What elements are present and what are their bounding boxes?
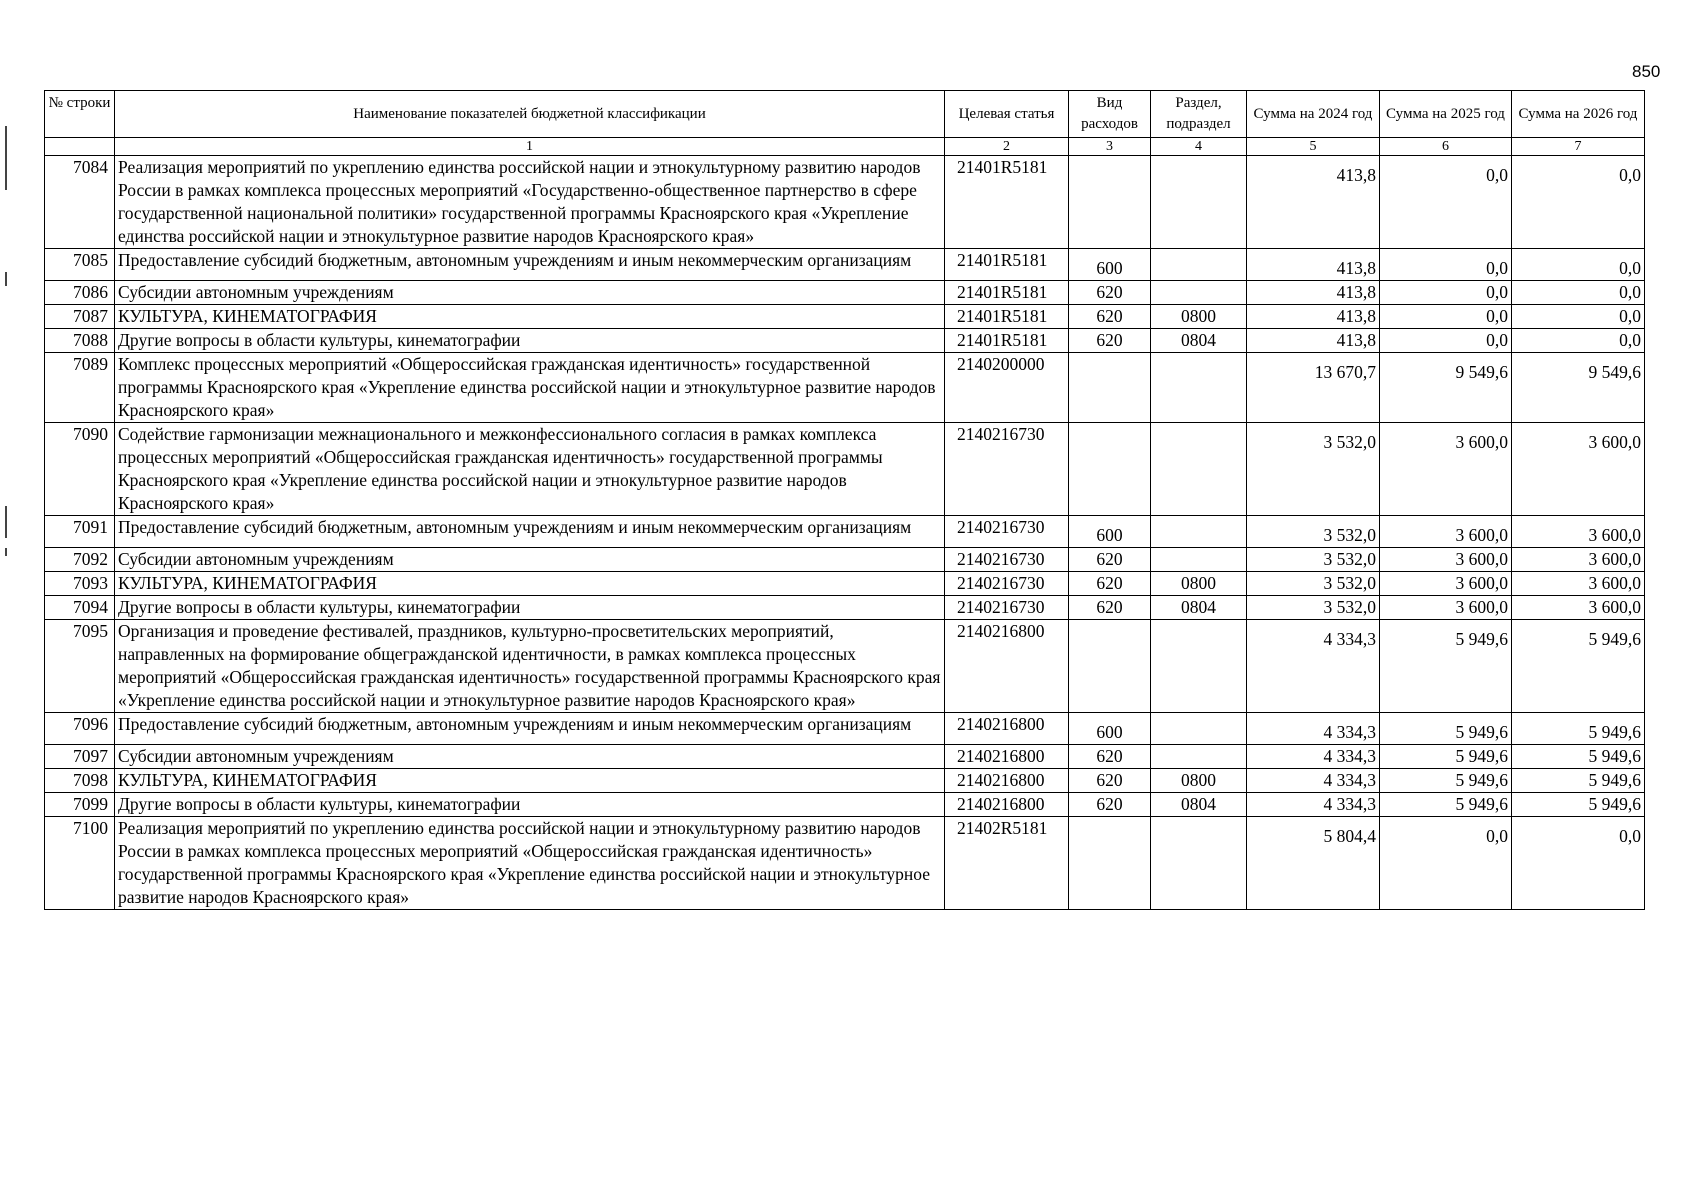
row-article: 21402R5181	[945, 817, 1069, 910]
header-sum-2026: Сумма на 2026 год	[1512, 91, 1645, 138]
row-article: 2140216800	[945, 769, 1069, 793]
table-row	[45, 769, 1645, 793]
row-sum-2024: 13 670,7	[1247, 353, 1380, 423]
row-sum-2024: 3 532,0	[1247, 572, 1380, 596]
row-article: 2140216730	[945, 423, 1069, 516]
row-type: 620	[1069, 572, 1151, 596]
row-section: 0804	[1151, 329, 1247, 353]
scan-mark-left-4	[5, 548, 7, 556]
row-article: 2140200000	[945, 353, 1069, 423]
scan-mark-left-3	[5, 506, 7, 538]
row-article: 21401R5181	[945, 281, 1069, 305]
row-sum-2025: 3 600,0	[1380, 596, 1512, 620]
row-section	[1151, 249, 1247, 281]
row-section: 0800	[1151, 769, 1247, 793]
table-row	[45, 745, 1645, 769]
row-article: 2140216800	[945, 713, 1069, 745]
row-sum-2026: 9 549,6	[1512, 353, 1645, 423]
row-number: 7098	[45, 769, 115, 793]
column-number: 1	[115, 138, 945, 156]
row-article: 21401R5181	[945, 249, 1069, 281]
row-sum-2025: 5 949,6	[1380, 745, 1512, 769]
row-sum-2025: 0,0	[1380, 156, 1512, 249]
row-sum-2026: 0,0	[1512, 305, 1645, 329]
row-sum-2024: 413,8	[1247, 281, 1380, 305]
row-sum-2025: 5 949,6	[1380, 713, 1512, 745]
row-type	[1069, 423, 1151, 516]
row-name: Предоставление субсидий бюджетным, автономным учреждениям и иным некоммерческим организациям	[115, 516, 945, 548]
row-section: 0804	[1151, 793, 1247, 817]
row-section	[1151, 281, 1247, 305]
row-name: Реализация мероприятий по укреплению единства российской нации и этнокультурному развитию народов России в рамках комплекса процессных мероприятий «Общероссийская гражданская идентичность» государственной программы Красноярского края «Укрепление единства российской нации и этнокультурное развитие народов Красноярского края»	[115, 817, 945, 910]
row-number: 7085	[45, 249, 115, 281]
row-number: 7086	[45, 281, 115, 305]
row-article: 2140216730	[945, 548, 1069, 572]
row-article: 2140216800	[945, 620, 1069, 713]
column-number-row	[45, 138, 1645, 156]
row-sum-2026: 3 600,0	[1512, 516, 1645, 548]
row-name: Другие вопросы в области культуры, кинематографии	[115, 596, 945, 620]
row-number: 7087	[45, 305, 115, 329]
row-article: 2140216730	[945, 572, 1069, 596]
header-section: Раздел, подраздел	[1151, 91, 1247, 138]
row-sum-2026: 3 600,0	[1512, 548, 1645, 572]
row-sum-2026: 3 600,0	[1512, 572, 1645, 596]
row-name: Предоставление субсидий бюджетным, автономным учреждениям и иным некоммерческим организациям	[115, 249, 945, 281]
row-sum-2025: 0,0	[1380, 329, 1512, 353]
row-sum-2025: 0,0	[1380, 281, 1512, 305]
row-type: 600	[1069, 249, 1151, 281]
row-name: Реализация мероприятий по укреплению единства российской нации и этнокультурному развитию народов России в рамках комплекса процессных мероприятий «Государственно-общественное партнерство в сфере государственной национальной политики» государственной программы Красноярского края «Укрепление единства российской нации и этнокультурное развитие народов Красноярского края»	[115, 156, 945, 249]
row-section	[1151, 548, 1247, 572]
table-row	[45, 713, 1645, 745]
header-name: Наименование показателей бюджетной классификации	[115, 91, 945, 138]
row-sum-2026: 5 949,6	[1512, 793, 1645, 817]
row-section	[1151, 423, 1247, 516]
row-type: 620	[1069, 329, 1151, 353]
row-sum-2026: 0,0	[1512, 156, 1645, 249]
row-number: 7091	[45, 516, 115, 548]
row-sum-2026: 3 600,0	[1512, 423, 1645, 516]
row-article: 2140216730	[945, 596, 1069, 620]
row-sum-2026: 5 949,6	[1512, 745, 1645, 769]
row-article: 2140216730	[945, 516, 1069, 548]
row-sum-2025: 3 600,0	[1380, 423, 1512, 516]
row-name: Субсидии автономным учреждениям	[115, 745, 945, 769]
row-type	[1069, 817, 1151, 910]
row-number: 7093	[45, 572, 115, 596]
row-sum-2025: 3 600,0	[1380, 572, 1512, 596]
row-section	[1151, 516, 1247, 548]
page-number: 850	[1632, 62, 1661, 81]
table-row	[45, 817, 1645, 910]
table-row	[45, 516, 1645, 548]
row-section	[1151, 620, 1247, 713]
header-type: Вид расходов	[1069, 91, 1151, 138]
header-row	[45, 91, 1645, 138]
row-name: Содействие гармонизации межнационального и межконфессионального согласия в рамках комплекса процессных мероприятий «Общероссийская гражданская идентичность» государственной программы Красноярского края «Укрепление единства российской нации и этнокультурное развитие народов Красноярского края»	[115, 423, 945, 516]
header-sum-2024: Сумма на 2024 год	[1247, 91, 1380, 138]
row-article: 21401R5181	[945, 305, 1069, 329]
row-sum-2025: 3 600,0	[1380, 516, 1512, 548]
row-article: 2140216800	[945, 745, 1069, 769]
row-name: КУЛЬТУРА, КИНЕМАТОГРАФИЯ	[115, 572, 945, 596]
row-type: 620	[1069, 281, 1151, 305]
row-number: 7094	[45, 596, 115, 620]
row-section	[1151, 745, 1247, 769]
row-type: 620	[1069, 596, 1151, 620]
row-number: 7095	[45, 620, 115, 713]
row-section: 0800	[1151, 572, 1247, 596]
column-number: 6	[1380, 138, 1512, 156]
row-name: Другие вопросы в области культуры, кинематографии	[115, 793, 945, 817]
row-section	[1151, 156, 1247, 249]
row-type	[1069, 353, 1151, 423]
row-section	[1151, 817, 1247, 910]
row-name: Субсидии автономным учреждениям	[115, 281, 945, 305]
table-row	[45, 423, 1645, 516]
row-number: 7092	[45, 548, 115, 572]
row-name: Предоставление субсидий бюджетным, автономным учреждениям и иным некоммерческим организациям	[115, 713, 945, 745]
row-sum-2025: 9 549,6	[1380, 353, 1512, 423]
row-sum-2026: 5 949,6	[1512, 620, 1645, 713]
row-sum-2024: 3 532,0	[1247, 423, 1380, 516]
row-type: 620	[1069, 793, 1151, 817]
row-sum-2024: 413,8	[1247, 156, 1380, 249]
row-number: 7084	[45, 156, 115, 249]
table-row	[45, 548, 1645, 572]
row-sum-2024: 4 334,3	[1247, 769, 1380, 793]
row-section	[1151, 713, 1247, 745]
column-number	[45, 138, 115, 156]
row-type	[1069, 156, 1151, 249]
header-row-no: № строки	[45, 91, 115, 138]
row-sum-2024: 4 334,3	[1247, 793, 1380, 817]
row-number: 7088	[45, 329, 115, 353]
table-row	[45, 793, 1645, 817]
row-sum-2024: 413,8	[1247, 329, 1380, 353]
table-row	[45, 620, 1645, 713]
row-sum-2024: 4 334,3	[1247, 713, 1380, 745]
row-number: 7089	[45, 353, 115, 423]
row-type: 620	[1069, 745, 1151, 769]
row-type	[1069, 620, 1151, 713]
header-sum-2025: Сумма на 2025 год	[1380, 91, 1512, 138]
row-sum-2024: 4 334,3	[1247, 745, 1380, 769]
row-type: 620	[1069, 769, 1151, 793]
table-row	[45, 572, 1645, 596]
row-sum-2026: 0,0	[1512, 817, 1645, 910]
row-section: 0800	[1151, 305, 1247, 329]
column-number: 3	[1069, 138, 1151, 156]
table-row	[45, 156, 1645, 249]
table-row	[45, 329, 1645, 353]
row-sum-2025: 3 600,0	[1380, 548, 1512, 572]
row-sum-2024: 413,8	[1247, 305, 1380, 329]
row-sum-2026: 0,0	[1512, 329, 1645, 353]
row-name: КУЛЬТУРА, КИНЕМАТОГРАФИЯ	[115, 305, 945, 329]
row-name: КУЛЬТУРА, КИНЕМАТОГРАФИЯ	[115, 769, 945, 793]
row-sum-2026: 5 949,6	[1512, 713, 1645, 745]
row-type: 620	[1069, 305, 1151, 329]
row-sum-2024: 3 532,0	[1247, 516, 1380, 548]
row-article: 21401R5181	[945, 329, 1069, 353]
row-sum-2026: 3 600,0	[1512, 596, 1645, 620]
row-number: 7090	[45, 423, 115, 516]
column-number: 5	[1247, 138, 1380, 156]
row-sum-2025: 5 949,6	[1380, 620, 1512, 713]
row-sum-2024: 4 334,3	[1247, 620, 1380, 713]
scan-mark-left-2	[5, 272, 7, 286]
table-row	[45, 305, 1645, 329]
row-sum-2026: 0,0	[1512, 249, 1645, 281]
row-sum-2025: 5 949,6	[1380, 793, 1512, 817]
row-sum-2026: 5 949,6	[1512, 769, 1645, 793]
row-section	[1151, 353, 1247, 423]
row-sum-2024: 5 804,4	[1247, 817, 1380, 910]
table-row	[45, 353, 1645, 423]
column-number: 7	[1512, 138, 1645, 156]
row-sum-2024: 3 532,0	[1247, 596, 1380, 620]
budget-table	[44, 90, 1645, 910]
row-sum-2025: 0,0	[1380, 817, 1512, 910]
row-type: 600	[1069, 713, 1151, 745]
row-number: 7099	[45, 793, 115, 817]
row-type: 620	[1069, 548, 1151, 572]
row-sum-2026: 0,0	[1512, 281, 1645, 305]
row-name: Другие вопросы в области культуры, кинематографии	[115, 329, 945, 353]
header-article: Целевая статья	[945, 91, 1069, 138]
row-number: 7096	[45, 713, 115, 745]
row-section: 0804	[1151, 596, 1247, 620]
row-name: Субсидии автономным учреждениям	[115, 548, 945, 572]
table-row	[45, 249, 1645, 281]
row-sum-2024: 3 532,0	[1247, 548, 1380, 572]
scan-mark-left-1	[5, 126, 7, 190]
row-article: 2140216800	[945, 793, 1069, 817]
row-article: 21401R5181	[945, 156, 1069, 249]
row-type: 600	[1069, 516, 1151, 548]
table-row	[45, 281, 1645, 305]
row-number: 7100	[45, 817, 115, 910]
row-sum-2025: 0,0	[1380, 249, 1512, 281]
column-number: 4	[1151, 138, 1247, 156]
row-name: Комплекс процессных мероприятий «Общероссийская гражданская идентичность» государственной программы Красноярского края «Укрепление единства российской нации и этнокультурное развитие народов Красноярского края»	[115, 353, 945, 423]
table-row	[45, 596, 1645, 620]
row-sum-2024: 413,8	[1247, 249, 1380, 281]
row-sum-2025: 0,0	[1380, 305, 1512, 329]
row-number: 7097	[45, 745, 115, 769]
row-sum-2025: 5 949,6	[1380, 769, 1512, 793]
row-name: Организация и проведение фестивалей, праздников, культурно-просветительских мероприятий, направленных на формирование общегражданской идентичности, в рамках комплекса процессных мероприятий «Общероссийская гражданская идентичность» государственной программы Красноярского края «Укрепление единства российской нации и этнокультурное развитие народов Красноярского края»	[115, 620, 945, 713]
column-number: 2	[945, 138, 1069, 156]
